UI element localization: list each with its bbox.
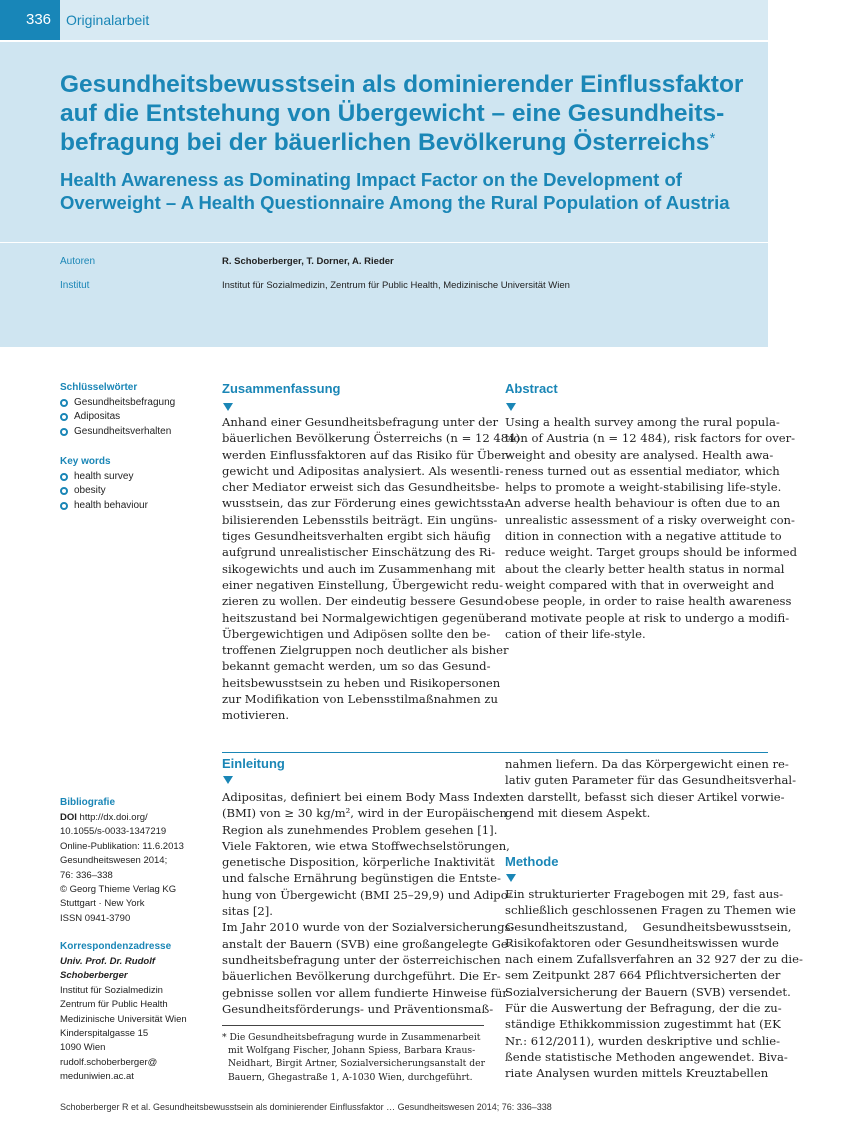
title-line: Overweight – A Health Questionnaire Among the Rural Population of Austria (60, 192, 730, 213)
bullet-icon (60, 413, 68, 421)
triangle-down-icon (506, 874, 516, 882)
title-line: auf die Entstehung von Übergewicht – eine Gesundheits- (60, 100, 725, 127)
footnote: * Die Gesundheitsbefragung wurde in Zusammenarbeit mit Wolfgang Fischer, Johann Spiess, Barbara Kraus- Neidhart, Birgit Artner, Sozialversicherungsanstalt der Bauern, Ghegastraße 1, A-1030 Wien, durchgeführt. (222, 1032, 485, 1083)
institute-label: Institut (60, 280, 90, 291)
title-line: befragung bei der bäuerlichen Bevölkerung Österreichs* (60, 129, 716, 156)
bib-line: Online-Publikation: 11.6.2013 (60, 840, 184, 852)
keyword-item: Gesundheitsbefragung (60, 396, 175, 410)
einleitung-text: Adipositas, definiert bei einem Body Mass Index (BMI) von ≥ 30 kg/m², wird in der Europäischen Region als zunehmendes Problem gesehen [1]. Viele Faktoren, wie etwa Stoffwechselstörungen, genetische Disposition, körperliche Inaktivität und falsche Ernährung begünstigen die Entste- hung von Übergewicht (BMI 25–29,9) und Adipo- sitas [2]. Im Jahr 2010 wurde von der Sozialversicherungs- anstalt der Bauern (SVB) eine großangelegte Ge- sundheitsbefragung unter der österreichischen bäuerlichen Bevölkerung durchgeführt. Die Er- gebnisse sollen vor allem fundierte Hinweise für Gesundheitsförderungs- und Präventionsmaß- (222, 790, 515, 1016)
triangle-down-icon (223, 776, 233, 784)
page-number: 336 (0, 0, 60, 40)
bib-line: ISSN 0941-3790 (60, 912, 131, 924)
bullet-icon (60, 428, 68, 436)
email-line[interactable]: meduniwien.ac.at (60, 1071, 134, 1083)
bullet-icon (60, 473, 68, 481)
keyword-item: Gesundheitsverhalten (60, 425, 175, 439)
bullet-icon (60, 487, 68, 495)
address-line: 1090 Wien (60, 1042, 106, 1054)
correspondence-name: Univ. Prof. Dr. Rudolf (60, 956, 156, 967)
title-english (60, 168, 770, 214)
bullet-icon (60, 399, 68, 407)
bibliography (60, 811, 220, 926)
keywords-en-list (60, 470, 148, 513)
keywords-en-heading: Key words (60, 456, 111, 467)
doi-label: DOI (60, 812, 77, 823)
address-line: Institut für Sozialmedizin (60, 984, 163, 996)
keyword-item: obesity (60, 484, 148, 498)
triangle-down-icon (223, 403, 233, 411)
authors: R. Schoberberger, T. Dorner, A. Rieder (222, 256, 394, 267)
title-line: Gesundheitsbewusstsein als dominierender Einflussfaktor (60, 71, 744, 98)
triangle-down-icon (506, 403, 516, 411)
section-label: Originalarbeit (66, 12, 150, 28)
abstract-heading: Abstract (505, 381, 558, 396)
email-line[interactable]: rudolf.schoberberger@ (60, 1056, 158, 1068)
doi-link[interactable]: http://dx.doi.org/ (79, 812, 148, 823)
methode-text: Ein strukturierter Fragebogen mit 29, fast aus- schließlich geschlossenen Fragen zu Themen wie Gesundheitszustand, Gesundheitsbewusstsein, Risikofaktoren oder Gesundheitswissen wurde nach einem Zufallsverfahren an 32 927 der zu die- sem Zeitpunkt 287 664 Pflichtversicherten der Sozialversicherung der Bauern (SVB) versendet. Für die Auswertung der Befragung, der die zu- ständige Ethikkommission zugestimmt hat (EK Nr.: 612/2011), wurden deskriptive und schlie- ßende statistische Methoden angewendet. Biva- riate Analysen wurden mittels Kreuztabellen (505, 887, 803, 1081)
einleitung-continuation: nahmen liefern. Da das Körpergewicht einen re- lativ guten Parameter für das Gesundheitsverhal- ten darstellt, befasst sich dieser Artikel vorwie- gend mit diesem Aspekt. (505, 757, 797, 820)
bibliography-heading: Bibliografie (60, 797, 116, 808)
bib-line (60, 811, 220, 825)
keyword-item: Adipositas (60, 410, 175, 424)
bullet-icon (60, 502, 68, 510)
address-line: Zentrum für Public Health (60, 999, 168, 1011)
keyword-item: health behaviour (60, 499, 148, 513)
footnote-marker: * (709, 130, 716, 147)
institute: Institut für Sozialmedizin, Zentrum für Public Health, Medizinische Universität Wien (222, 280, 570, 291)
zusammenfassung-heading: Zusammenfassung (222, 381, 341, 396)
correspondence-name: Schoberberger (60, 970, 128, 982)
bib-line: Stuttgart · New York (60, 898, 145, 910)
einleitung-heading: Einleitung (222, 756, 285, 771)
keyword-item: health survey (60, 470, 148, 484)
bib-line: 76: 336–338 (60, 869, 113, 881)
page-footer: Schoberberger R et al. Gesundheitsbewusstsein als dominierender Einflussfaktor … Gesundheitswesen 2014; 76: 336–338 (60, 1102, 552, 1112)
methode-heading: Methode (505, 854, 559, 869)
zusammenfassung-text: Anhand einer Gesundheitsbefragung unter der bäuerlichen Bevölkerung Österreichs (n = 12 484) werden Einflussfaktoren auf das Risiko für Über- gewicht und Adipositas analysiert. Als wesentli- cher Mediator erweist sich das Gesundheitsbe- wusstsein, das zur Förderung eines gewichtssta- bilisierenden Lebensstils beiträgt. Ein ungüns- tiges Gesundheitsverhalten ergibt sich häufig aufgrund unrealistischer Einschätzung des Ri- sikogewichts und auch im Zusammenhang mit einer negativen Einstellung, Übergewicht redu- zieren zu wollen. Der eindeutig bessere Gesund- heitszustand bei Normalgewichtigen gegenüber Übergewichtigen und Adipösen sollte den be- troffenen Zielgruppen noch deutlicher als bisher bekannt gemacht werden, um so das Gesund- heitsbewusstsein zu heben und Risikopersonen zur Modifikation von Lebensstilmaßnahmen zu motivieren. (222, 415, 521, 723)
bib-line[interactable]: 10.1055/s-0033-1347219 (60, 826, 167, 838)
bib-line: © Georg Thieme Verlag KG (60, 884, 177, 896)
address-line: Kinderspitalgasse 15 (60, 1028, 149, 1040)
keywords-de-list (60, 396, 175, 439)
title-line: Health Awareness as Dominating Impact Factor on the Development of (60, 169, 682, 190)
title-german (60, 70, 760, 157)
abstract-text: Using a health survey among the rural popula- tion of Austria (n = 12 484), risk factors for over- weight and obesity are analysed. Health awa- reness turned out as essential mediator, which helps to promote a weight-stabilising life-style. An adverse health behaviour is often due to an unrealistic assessment of a risky overweight con- dition in connection with a negative attitude to reduce weight. Target groups should be informed about the clearly better health status in normal weight compared with that in overweight and obese people, in order to raise health awareness and motivate people at risk to undergo a modifi- cation of their life-style. (505, 415, 798, 641)
correspondence-address (60, 955, 220, 1085)
keywords-de-heading: Schlüsselwörter (60, 382, 138, 393)
authors-label: Autoren (60, 256, 96, 267)
address-line: Medizinische Universität Wien (60, 1013, 187, 1025)
correspondence-heading: Korrespondenzadresse (60, 941, 172, 952)
bib-line: Gesundheitswesen 2014; (60, 855, 168, 867)
section-divider (222, 752, 768, 753)
footnote-divider (222, 1025, 484, 1026)
